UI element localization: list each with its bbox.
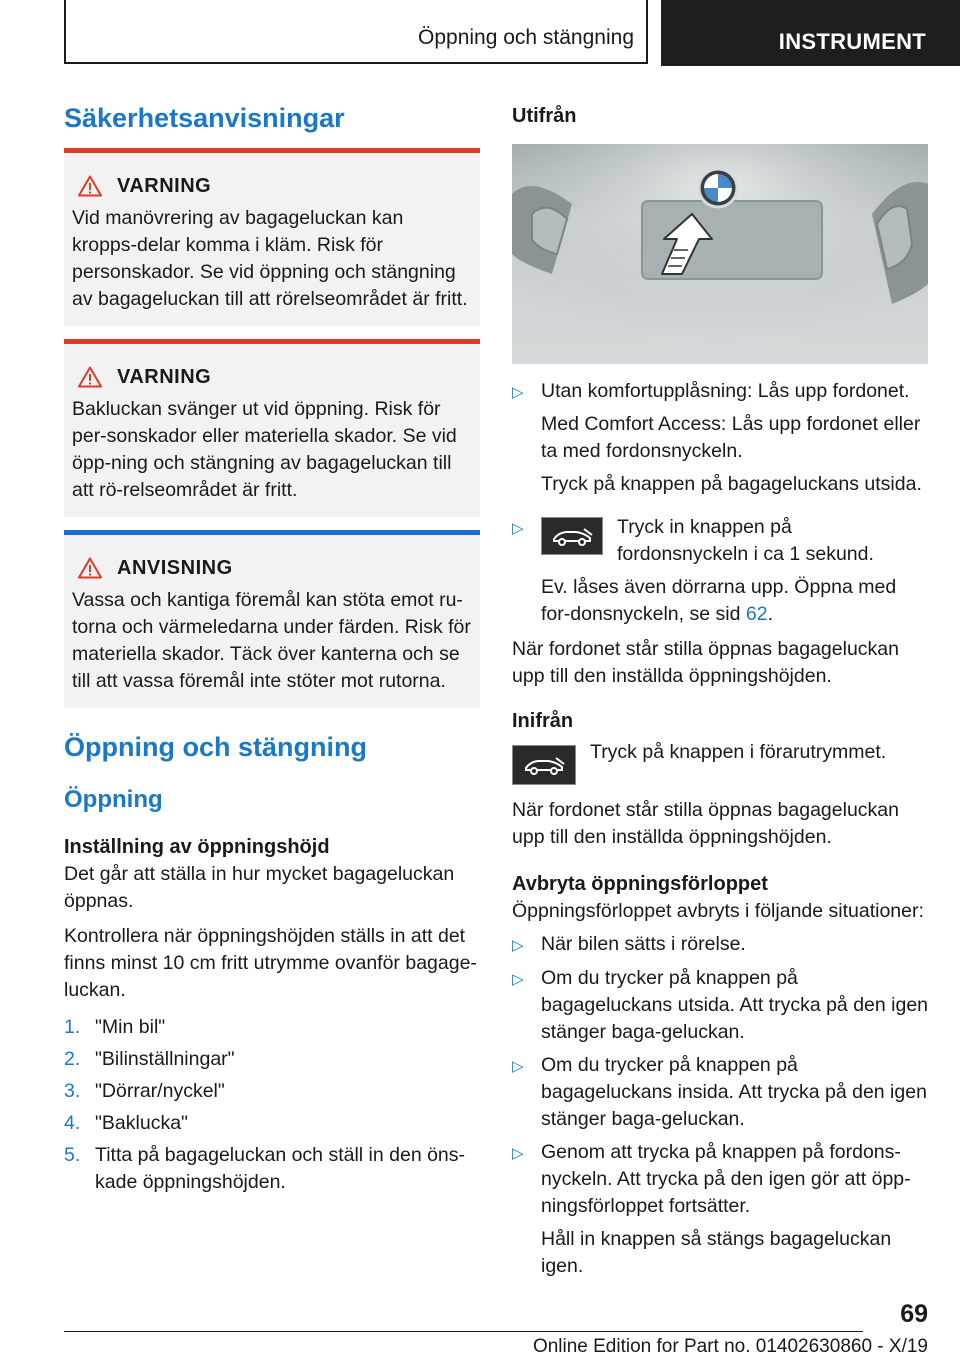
step-text: "Dörrar/nyckel" xyxy=(95,1080,225,1102)
list-item xyxy=(512,965,928,1046)
trunk-illustration xyxy=(512,144,928,364)
list-item-text: När bilen sätts i rörelse. xyxy=(541,933,746,955)
list-item xyxy=(64,1014,480,1041)
header-chapter-tab xyxy=(661,0,960,66)
step-number: 5. xyxy=(64,1144,81,1166)
page-link[interactable]: 62 xyxy=(745,603,768,625)
list-item xyxy=(512,514,928,628)
warning-label: VARNING xyxy=(117,174,212,197)
step-text: "Min bil" xyxy=(95,1016,166,1038)
list-item-note: Med Comfort Access: Lås upp fordonet eller ta med fordonsnyckeln. xyxy=(541,413,921,462)
inside-after-text: När fordonet står stilla öppnas bagageluckan upp till den inställda öppningshöjden. xyxy=(512,799,899,848)
key-instruction-note: Ev. låses även dörrarna upp. Öppna med for-donsnyckeln, se sid 62. xyxy=(541,576,897,625)
warning-triangle-icon xyxy=(78,366,102,388)
cancel-list xyxy=(512,931,928,1280)
triangle-right-icon: ▷ xyxy=(512,520,524,537)
inside-instruction xyxy=(512,739,928,785)
step-number: 3. xyxy=(64,1080,81,1102)
footer-divider xyxy=(64,1331,863,1332)
list-item-text: Om du trycker på knappen på bagageluckans insida. Att trycka på den igen stänger baga-geluckan. xyxy=(541,1054,927,1130)
cancel-title: Avbryta öppningsförloppet xyxy=(512,873,768,895)
warning-label: VARNING xyxy=(117,365,212,388)
inside-title: Inifrån xyxy=(512,710,574,732)
list-item-text: Om du trycker på knappen på bagageluckans utsida. Att trycka på den igen stänger baga-geluckan. xyxy=(541,967,929,1043)
notice-text: Vassa och kantiga föremål kan stöta emot ru-torna och värmeledarna under färden. Risk för materiella skador. Täck över kanterna och se till att vassa föremål inte stöter mot rutorna. xyxy=(72,589,471,692)
outside-title: Utifrån xyxy=(512,105,577,127)
warning-box-1 xyxy=(64,148,480,326)
notice-label: ANVISNING xyxy=(117,556,233,579)
setting-paragraph-1: Det går att ställa in hur mycket bagageluckan öppnas. xyxy=(64,863,455,912)
triangle-right-icon: ▷ xyxy=(512,384,524,401)
list-item xyxy=(512,378,928,498)
left-column xyxy=(64,100,480,1201)
triangle-right-icon: ▷ xyxy=(512,937,524,954)
list-item-text: Utan komfortupplåsning: Lås upp fordonet. xyxy=(541,380,910,402)
warning-triangle-icon xyxy=(78,175,102,197)
list-item xyxy=(64,1110,480,1137)
setting-title: Inställning av öppningshöjd xyxy=(64,836,330,858)
cancel-intro: Öppningsförloppet avbryts i följande situationer: xyxy=(512,900,924,922)
list-item xyxy=(512,1139,928,1280)
step-text: Titta på bagageluckan och ställ in den öns-kade öppningshöjden. xyxy=(95,1144,466,1193)
outside-list xyxy=(512,378,928,628)
warning-text: Bakluckan svänger ut vid öppning. Risk för per-sonskador eller materiella skador. Se vid öpp-ning och stängning av bagageluckan till att rö-relseområdet är fritt. xyxy=(72,398,457,501)
list-item xyxy=(64,1078,480,1105)
list-item xyxy=(512,931,928,959)
list-item-note: Tryck på knappen på bagageluckans utsida. xyxy=(541,473,922,495)
inside-text: Tryck på knappen i förarutrymmet. xyxy=(590,741,887,763)
subsection-title: Öppning xyxy=(64,786,163,813)
key-instruction-text: Tryck in knappen på fordonsnyckeln i ca 1 sekund. xyxy=(617,516,874,565)
header-section-title: Öppning och stängning xyxy=(418,26,634,49)
page-number: 69 xyxy=(900,1300,928,1328)
steps-list xyxy=(64,1014,480,1196)
step-number: 4. xyxy=(64,1112,81,1134)
step-text: "Bilinställningar" xyxy=(95,1048,235,1070)
step-number: 1. xyxy=(64,1016,81,1038)
warning-text: Vid manövrering av bagageluckan kan kropps-delar komma i kläm. Risk för personskador. Se vid öppning och stängning av bagageluckan till att rörelseområdet är fritt. xyxy=(72,207,468,310)
triangle-right-icon: ▷ xyxy=(512,971,524,988)
right-column xyxy=(512,100,928,1280)
car-trunk-icon xyxy=(550,525,594,547)
notice-box xyxy=(64,530,480,708)
list-item xyxy=(64,1142,480,1196)
footer-edition: Online Edition for Part no. 01402630860 - X/19 xyxy=(532,1336,928,1357)
list-item xyxy=(512,1052,928,1133)
triangle-right-icon: ▷ xyxy=(512,1145,524,1162)
interior-button-image xyxy=(512,745,576,785)
section-title: Öppning och stängning xyxy=(64,732,367,762)
list-item xyxy=(64,1046,480,1073)
outside-after-text: När fordonet står stilla öppnas bagageluckan upp till den inställda öppningshöjden. xyxy=(512,638,899,687)
step-number: 2. xyxy=(64,1048,81,1070)
list-item-text: Genom att trycka på knappen på fordons-nyckeln. Att trycka på den igen gör att öpp-ningsförloppet fortsätter. xyxy=(541,1141,911,1217)
safety-title: Säkerhetsanvisningar xyxy=(64,103,345,133)
triangle-right-icon: ▷ xyxy=(512,1058,524,1075)
header-chapter-title: INSTRUMENT xyxy=(778,29,926,54)
car-trunk-icon xyxy=(522,754,566,776)
trunk-key-button-image xyxy=(541,517,603,555)
list-item-note: Håll in knappen så stängs bagageluckan igen. xyxy=(541,1228,892,1277)
notice-triangle-icon xyxy=(78,557,102,579)
step-text: "Baklucka" xyxy=(95,1112,188,1134)
setting-paragraph-2: Kontrollera när öppningshöjden ställs in att det finns minst 10 cm fritt utrymme ovanför bagage-luckan. xyxy=(64,925,477,1001)
warning-box-2 xyxy=(64,339,480,517)
header-section-box xyxy=(64,0,648,64)
